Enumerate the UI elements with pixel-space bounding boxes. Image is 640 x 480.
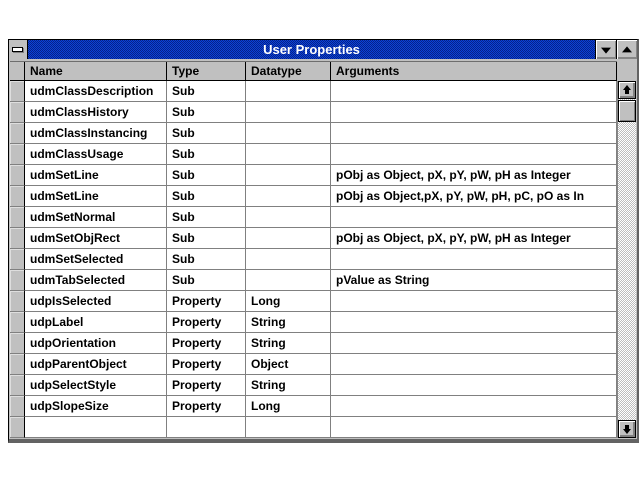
cell-datatype[interactable] [246, 165, 331, 186]
cell-type[interactable]: Sub [167, 228, 246, 249]
table-row [10, 207, 617, 228]
cell-type[interactable]: Sub [167, 165, 246, 186]
cell-arguments[interactable] [331, 81, 617, 102]
row-header[interactable] [10, 228, 25, 249]
scroll-down-button[interactable] [618, 420, 636, 438]
cell-name[interactable]: udpSlopeSize [25, 396, 167, 417]
cell-name[interactable]: udmSetSelected [25, 249, 167, 270]
table-row [10, 144, 617, 165]
table-row [10, 333, 617, 354]
minimize-button[interactable] [595, 40, 616, 59]
column-header-name: Name [25, 62, 167, 81]
cell-datatype[interactable]: String [246, 375, 331, 396]
row-header[interactable] [10, 144, 25, 165]
cell-type[interactable]: Sub [167, 102, 246, 123]
cell-datatype[interactable] [246, 81, 331, 102]
cell-name[interactable]: udmClassHistory [25, 102, 167, 123]
cell-type[interactable]: Sub [167, 81, 246, 102]
column-header-arguments: Arguments [331, 62, 617, 81]
cell-name[interactable]: udpIsSelected [25, 291, 167, 312]
cell-datatype[interactable] [246, 207, 331, 228]
cell-arguments[interactable] [331, 249, 617, 270]
row-header[interactable] [10, 396, 25, 417]
cell-name[interactable]: udpSelectStyle [25, 375, 167, 396]
cell-arguments[interactable]: pObj as Object, pX, pY, pW, pH as Integer [331, 165, 617, 186]
table-row [10, 81, 617, 102]
window-title: User Properties [28, 40, 595, 59]
table-row [10, 228, 617, 249]
cell-datatype[interactable] [246, 228, 331, 249]
cell-type[interactable]: Property [167, 312, 246, 333]
scroll-down-icon [623, 429, 631, 434]
cell-type[interactable]: Property [167, 354, 246, 375]
row-header[interactable] [10, 207, 25, 228]
cell-datatype[interactable]: Long [246, 396, 331, 417]
row-header[interactable] [10, 165, 25, 186]
row-header[interactable] [10, 123, 25, 144]
table-row [10, 186, 617, 207]
cell-datatype[interactable] [246, 123, 331, 144]
cell-name[interactable]: udmTabSelected [25, 270, 167, 291]
cell-type[interactable]: Sub [167, 186, 246, 207]
row-header[interactable] [10, 81, 25, 102]
cell-datatype[interactable] [246, 186, 331, 207]
cell-datatype[interactable] [246, 417, 331, 438]
cell-arguments[interactable]: pObj as Object, pX, pY, pW, pH as Integer [331, 228, 617, 249]
cell-type[interactable]: Property [167, 333, 246, 354]
cell-name[interactable] [25, 417, 167, 438]
user-properties-window [8, 39, 639, 443]
system-menu-button[interactable] [9, 40, 28, 59]
scroll-up-button[interactable] [618, 81, 636, 99]
cell-arguments[interactable] [331, 123, 617, 144]
cell-type[interactable]: Sub [167, 270, 246, 291]
table-row [10, 270, 617, 291]
cell-datatype[interactable]: String [246, 312, 331, 333]
cell-arguments[interactable] [331, 417, 617, 438]
scroll-down-icon-stem [625, 425, 629, 429]
row-header[interactable] [10, 270, 25, 291]
cell-arguments[interactable]: pObj as Object,pX, pY, pW, pH, pC, pO as In [331, 186, 617, 207]
scrollbar-thumb[interactable] [618, 100, 636, 122]
up-arrow-icon [622, 46, 632, 52]
cell-arguments[interactable] [331, 207, 617, 228]
cell-name[interactable]: udpParentObject [25, 354, 167, 375]
cell-arguments[interactable] [331, 354, 617, 375]
cell-type[interactable]: Sub [167, 123, 246, 144]
cell-datatype[interactable]: Object [246, 354, 331, 375]
scroll-up-icon-stem [625, 90, 629, 94]
table-row [10, 354, 617, 375]
titlebar[interactable] [9, 40, 637, 59]
row-header[interactable] [10, 375, 25, 396]
cell-datatype[interactable]: Long [246, 291, 331, 312]
cell-name[interactable]: udmSetObjRect [25, 228, 167, 249]
cell-datatype[interactable] [246, 144, 331, 165]
cell-arguments[interactable] [331, 291, 617, 312]
cell-name[interactable]: udmSetLine [25, 186, 167, 207]
column-header-type: Type [167, 62, 246, 81]
cell-name[interactable]: udmClassUsage [25, 144, 167, 165]
row-header[interactable] [10, 312, 25, 333]
cell-name[interactable]: udmSetLine [25, 165, 167, 186]
corner-cell [10, 62, 25, 81]
cell-name[interactable]: udmSetNormal [25, 207, 167, 228]
cell-datatype[interactable] [246, 102, 331, 123]
cell-arguments[interactable] [331, 333, 617, 354]
grid-body [10, 81, 617, 438]
cell-datatype[interactable] [246, 270, 331, 291]
vertical-scrollbar[interactable] [617, 81, 636, 438]
table-row [10, 312, 617, 333]
cell-type[interactable]: Property [167, 396, 246, 417]
cell-arguments[interactable] [331, 375, 617, 396]
row-header[interactable] [10, 102, 25, 123]
cell-name[interactable]: udpOrientation [25, 333, 167, 354]
cell-datatype[interactable]: String [246, 333, 331, 354]
table-row [10, 165, 617, 186]
cell-arguments[interactable] [331, 396, 617, 417]
row-header[interactable] [10, 249, 25, 270]
cell-type[interactable] [167, 417, 246, 438]
properties-grid [10, 61, 617, 438]
system-menu-icon [12, 47, 23, 52]
cell-name[interactable]: udmClassInstancing [25, 123, 167, 144]
cell-arguments[interactable]: pValue as String [331, 270, 617, 291]
table-row [10, 123, 617, 144]
table-row [10, 291, 617, 312]
table-row [10, 396, 617, 417]
table-row [10, 375, 617, 396]
cell-name[interactable]: udmClassDescription [25, 81, 167, 102]
cell-datatype[interactable] [246, 249, 331, 270]
cell-type[interactable]: Sub [167, 144, 246, 165]
row-header[interactable] [10, 333, 25, 354]
cell-arguments[interactable] [331, 312, 617, 333]
row-header[interactable] [10, 354, 25, 375]
row-header[interactable] [10, 417, 25, 438]
cell-type[interactable]: Sub [167, 249, 246, 270]
row-header[interactable] [10, 186, 25, 207]
cell-name[interactable]: udpLabel [25, 312, 167, 333]
table-row [10, 417, 617, 438]
cell-type[interactable]: Property [167, 375, 246, 396]
cell-type[interactable]: Property [167, 291, 246, 312]
grid-header-row [10, 61, 617, 81]
table-row [10, 102, 617, 123]
cell-arguments[interactable] [331, 102, 617, 123]
cell-type[interactable]: Sub [167, 207, 246, 228]
maximize-button[interactable] [616, 40, 637, 59]
row-header[interactable] [10, 291, 25, 312]
table-row [10, 249, 617, 270]
column-header-datatype: Datatype [246, 62, 331, 81]
down-arrow-icon [601, 47, 611, 53]
cell-arguments[interactable] [331, 144, 617, 165]
